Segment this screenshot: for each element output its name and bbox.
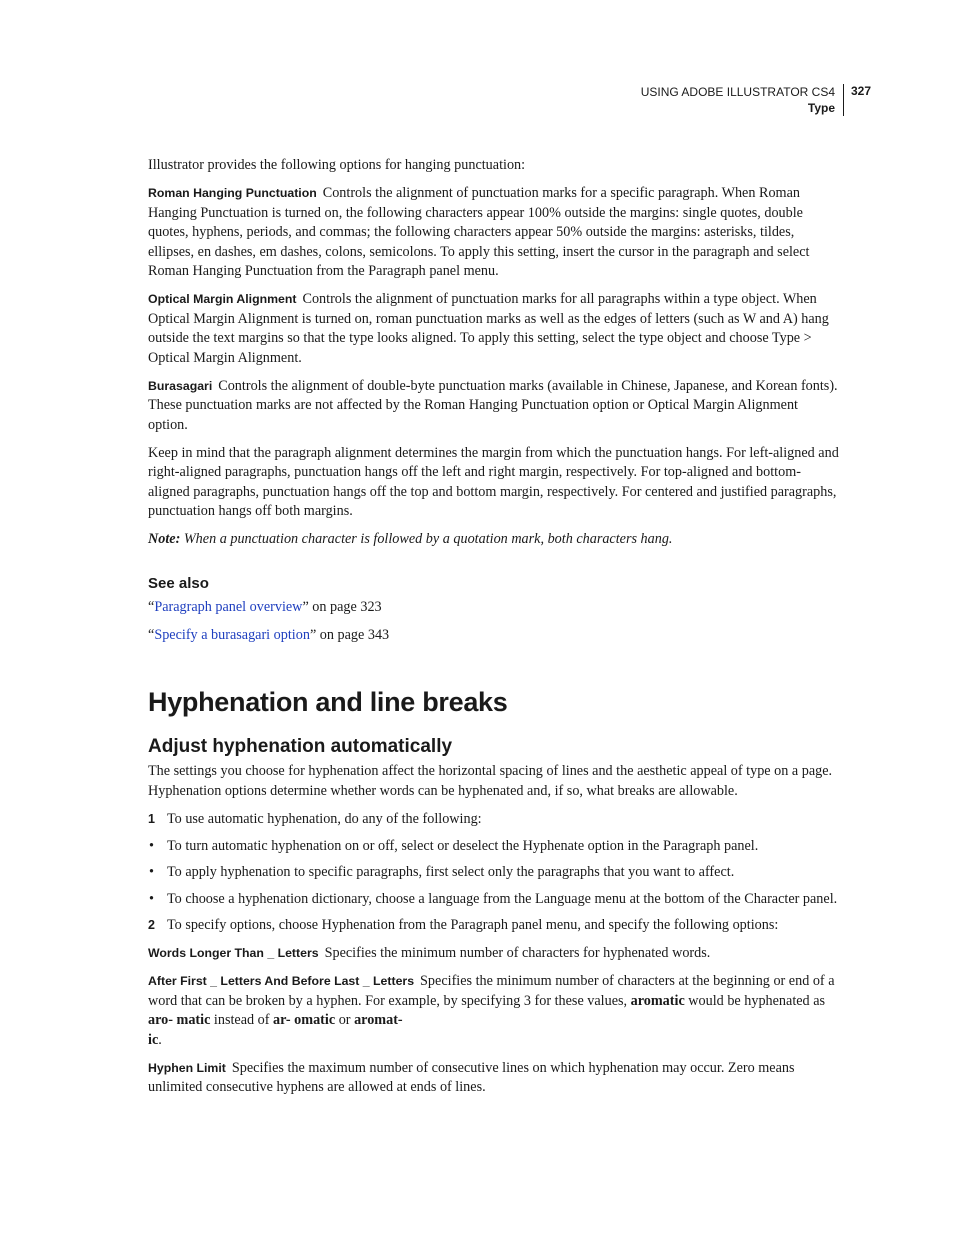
keep-in-mind-paragraph: Keep in mind that the paragraph alignment determines the margin from which the punctuation hangs. For left-aligned and right-aligned paragraphs, punctuation hangs off the left and right margin, respectively. For top-aligned and bottom-aligned paragraphs, punctuation hangs off the top and bottom margin, respectively. For centered and justified paragraphs, punctuation hangs off both margins. bbox=[148, 444, 839, 519]
note bbox=[148, 530, 840, 550]
page-number: 327 bbox=[851, 84, 872, 98]
step-number: 1 bbox=[148, 812, 155, 826]
bullet-text: To apply hyphenation to specific paragraphs, first select only the paragraphs that you want to affect. bbox=[167, 864, 735, 880]
step-text: To specify options, choose Hyphenation from the Paragraph panel menu, and specify the following options: bbox=[167, 917, 779, 933]
link-suffix: ” on page 323 bbox=[302, 598, 382, 615]
section-name: Type bbox=[641, 100, 844, 116]
option-optical-margin bbox=[148, 290, 840, 368]
example-word: aro- matic bbox=[148, 1012, 211, 1028]
bullet-item bbox=[148, 890, 840, 910]
see-also-link-item bbox=[148, 626, 840, 646]
example-word: aromat- bbox=[354, 1012, 403, 1028]
step-number: 2 bbox=[148, 918, 155, 932]
link-specify-burasagari[interactable]: Specify a burasagari option bbox=[154, 626, 310, 643]
option-description: Controls the alignment of double-byte punctuation marks (available in Chinese, Japanese, and Korean fonts). These punctuation marks are not affected by the Roman Hanging Punctuation option or Optical Margin Alignment option. bbox=[148, 377, 838, 433]
note-label: Note: bbox=[148, 531, 181, 547]
link-suffix: ” on page 343 bbox=[309, 626, 390, 643]
running-title: USING ADOBE ILLUSTRATOR CS4 bbox=[641, 84, 844, 100]
option-term: After First _ Letters And Before Last _ Letters bbox=[148, 974, 415, 988]
section-title: Hyphenation and line breaks bbox=[148, 687, 508, 717]
bullet-text: To turn automatic hyphenation on or off, select or deselect the Hyphenate option in the Paragraph panel. bbox=[167, 837, 759, 854]
example-word: aromatic bbox=[630, 992, 685, 1009]
option-description: Specifies the minimum number of characters for hyphenated words. bbox=[324, 945, 711, 961]
page-header bbox=[641, 84, 844, 116]
option-words-longer bbox=[148, 944, 840, 964]
option-description: would be hyphenated as bbox=[688, 992, 826, 1009]
option-description: Specifies the minimum number of characters at the beginning or end of a word that can be broken by a hyphen. For example, by specifying 3 for these values, bbox=[148, 973, 835, 1009]
page-content bbox=[148, 156, 840, 1098]
option-term: Optical Margin Alignment bbox=[148, 292, 297, 306]
bullet-text: To choose a hyphenation dictionary, choose a language from the Language menu at the bottom of the Character panel. bbox=[167, 890, 838, 907]
option-term: Hyphen Limit bbox=[148, 1060, 226, 1075]
option-description: instead of bbox=[213, 1012, 270, 1028]
option-description: or bbox=[338, 1012, 351, 1028]
bullet-marker: • bbox=[149, 864, 154, 880]
intro-paragraph: Illustrator provides the following options for hanging punctuation: bbox=[148, 157, 526, 173]
bullet-item bbox=[148, 863, 840, 883]
example-word: ic bbox=[148, 1031, 159, 1048]
option-term: Roman Hanging Punctuation bbox=[148, 186, 317, 200]
option-hyphen-limit bbox=[148, 1059, 840, 1098]
subsection-title: Adjust hyphenation automatically bbox=[148, 736, 453, 757]
bullet-marker: • bbox=[149, 837, 154, 854]
open-quote: “ bbox=[148, 626, 155, 643]
subsection-intro: The settings you choose for hyphenation affect the horizontal spacing of lines and the aesthetic appeal of type on a page. Hyphenation options determine whether words can be hyphenated and, if so, what breaks are allowable. bbox=[148, 763, 833, 799]
option-roman-hanging bbox=[148, 184, 840, 282]
step-item bbox=[148, 916, 840, 936]
option-description: Controls the alignment of punctuation marks for a specific paragraph. When Roman Hanging Punctuation is turned on, the following characters appear 100% outside the margins: single quotes, double quotes, hyphens, periods, and commas; the following characters appear 50% outside the margins: asterisks, tildes, ellipses, en dashes, em dashes, colons, semicolons. To apply this setting, insert the cursor in the paragraph and select Roman Hanging Punctuation from the Paragraph panel menu. bbox=[148, 185, 810, 279]
option-term: Burasagari bbox=[148, 378, 213, 393]
see-also-heading: See also bbox=[148, 574, 209, 592]
option-description: . bbox=[158, 1031, 162, 1048]
bullet-marker: • bbox=[149, 890, 154, 907]
option-description: Specifies the maximum number of consecutive lines on which hyphenation may occur. Zero means unlimited consecutive hyphens are allowed at ends of lines. bbox=[148, 1059, 795, 1095]
link-paragraph-panel-overview[interactable]: Paragraph panel overview bbox=[154, 598, 303, 615]
step-item bbox=[148, 810, 840, 830]
option-after-first bbox=[148, 972, 840, 1050]
open-quote: “ bbox=[148, 598, 155, 615]
note-text: When a punctuation character is followed by a quotation mark, both characters hang. bbox=[183, 531, 673, 547]
option-description: Controls the alignment of punctuation marks for all paragraphs within a type object. When Optical Margin Alignment is turned on, roman punctuation marks as well as the edges of letters (such as W and A) hang outside the text margins so that the type looks aligned. To apply this setting, select the type object and choose Type > Optical Margin Alignment. bbox=[148, 291, 829, 366]
bullet-item bbox=[148, 837, 840, 857]
option-term: Words Longer Than _ Letters bbox=[148, 946, 319, 960]
example-word: ar- omatic bbox=[273, 1012, 336, 1028]
step-text: To use automatic hyphenation, do any of the following: bbox=[167, 811, 482, 827]
see-also-link-item bbox=[148, 598, 840, 618]
option-burasagari bbox=[148, 377, 840, 436]
